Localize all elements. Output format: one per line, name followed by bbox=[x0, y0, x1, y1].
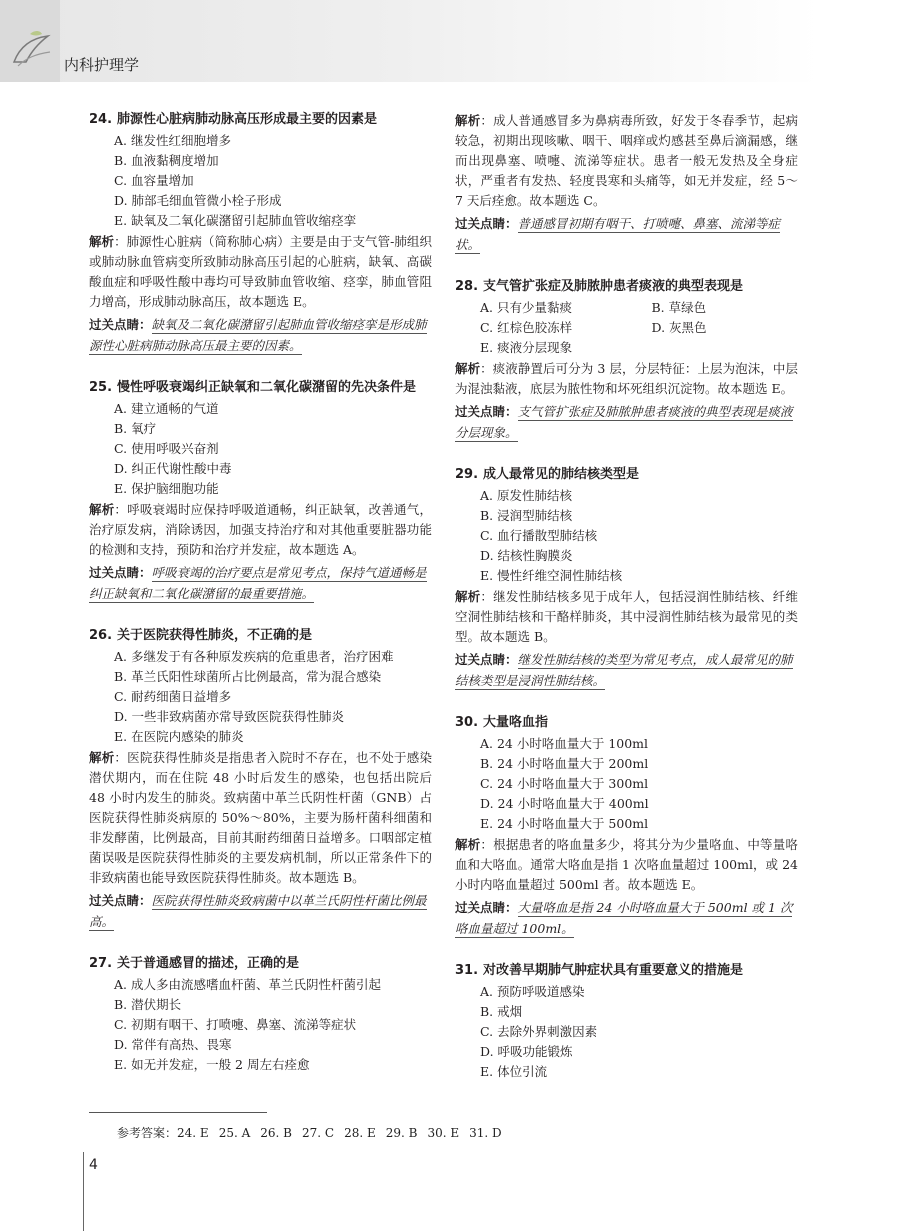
answer-key-label: 参考答案： bbox=[117, 1126, 178, 1140]
analysis-text: ：继发性肺结核多见于成年人，包括浸润性肺结核、纤维空洞性肺结核和干酪样肺炎，其中浸润性肺结核为最常见的类型。故本题选 B。 bbox=[455, 589, 798, 644]
answer-item: 31. D bbox=[469, 1126, 502, 1140]
analysis-label: 解析 bbox=[455, 361, 481, 376]
option-c: C. 24 小时咯血量大于 300ml bbox=[480, 776, 649, 791]
option-c: C. 耐药细菌日益增多 bbox=[114, 689, 232, 704]
option-a: A. 成人多由流感嗜血杆菌、革兰氏阴性杆菌引起 bbox=[114, 977, 381, 992]
option-b: B. 戒烟 bbox=[480, 1004, 523, 1019]
keypoint-text: 继发性肺结核的类型为常见考点，成人最常见的肺结核类型是浸润性肺结核。 bbox=[455, 652, 793, 688]
answer-item: 24. E bbox=[177, 1126, 209, 1140]
keypoint-label: 过关点睛 bbox=[455, 900, 506, 915]
option-b: B. 草绿色 bbox=[651, 300, 707, 315]
question-stem bbox=[455, 961, 798, 981]
question-number: 24. bbox=[89, 112, 113, 127]
option-row bbox=[455, 298, 798, 318]
option-e: E. 如无并发症，一般 2 周左右痊愈 bbox=[114, 1057, 310, 1072]
answer-item: 25. A bbox=[218, 1126, 251, 1140]
option-b: B. 24 小时咯血量大于 200ml bbox=[480, 756, 649, 771]
page-number: 4 bbox=[89, 1157, 98, 1173]
option-d: D. 纠正代谢性酸中毒 bbox=[114, 461, 232, 476]
answer-key bbox=[117, 1124, 512, 1141]
option-c: C. 血容量增加 bbox=[114, 173, 194, 188]
option-a: A. 继发性红细胞增多 bbox=[114, 133, 231, 148]
option-e: E. 慢性纤维空洞性肺结核 bbox=[480, 568, 623, 583]
analysis bbox=[455, 111, 798, 211]
option-d: D. 一些非致病菌亦常导致医院获得性肺炎 bbox=[114, 709, 345, 724]
analysis-text: ：肺源性心脏病（简称肺心病）主要是由于支气管-肺组织或肺动脉血管病变所致肺动脉高压引起的心脏病，缺氧、高碳酸血症和呼吸性酸中毒均可导致肺血管收缩、痉挛，肺血管阻力增高，形成肺动脉高压，故本题选 E。 bbox=[89, 234, 432, 309]
keypoint: 过关点睛：普通感冒初期有咽干、打喷嚏、鼻塞、流涕等症状。 bbox=[455, 216, 781, 252]
option-b: B. 氧疗 bbox=[114, 421, 157, 436]
question-number: 31. bbox=[455, 963, 479, 978]
header-logo-block bbox=[0, 0, 60, 82]
option-b: B. 潜伏期长 bbox=[114, 997, 182, 1012]
question-number: 27. bbox=[89, 956, 113, 971]
option-c: C. 初期有咽干、打喷嚏、鼻塞、流涕等症状 bbox=[114, 1017, 357, 1032]
option-c: C. 红棕色胶冻样 bbox=[480, 320, 573, 335]
right-column bbox=[455, 110, 798, 1104]
question-number: 29. bbox=[455, 467, 479, 482]
option-d: D. 常伴有高热、畏寒 bbox=[114, 1037, 232, 1052]
keypoint: 过关点睛：医院获得性肺炎致病菌中以革兰氏阴性杆菌比例最高。 bbox=[89, 893, 427, 929]
answer-item: 30. E bbox=[427, 1126, 460, 1140]
question-25 bbox=[89, 378, 432, 604]
analysis bbox=[89, 748, 432, 888]
question-text: 支气管扩张症及肺脓肿患者痰液的典型表现是 bbox=[483, 279, 744, 294]
question-number: 26. bbox=[89, 628, 113, 643]
analysis bbox=[89, 232, 432, 312]
question-number: 28. bbox=[455, 279, 479, 294]
option-c: C. 去除外界刺激因素 bbox=[480, 1024, 598, 1039]
logo-icon bbox=[10, 28, 54, 72]
keypoint: 过关点睛：呼吸衰竭的治疗要点是常见考点，保持气道通畅是纠正缺氧和二氧化碳潴留的最重要措施。 bbox=[89, 565, 427, 601]
question-text: 大量咯血指 bbox=[483, 715, 549, 730]
keypoint-text: 医院获得性肺炎致病菌中以革兰氏阴性杆菌比例最高。 bbox=[89, 893, 427, 929]
option-a: A. 预防呼吸道感染 bbox=[480, 984, 585, 999]
option-b: B. 血液黏稠度增加 bbox=[114, 153, 219, 168]
question-number: 30. bbox=[455, 715, 479, 730]
option-e: E. 缺氧及二氧化碳潴留引起肺血管收缩痉挛 bbox=[114, 213, 357, 228]
option-c: C. 使用呼吸兴奋剂 bbox=[114, 441, 219, 456]
keypoint-text: 呼吸衰竭的治疗要点是常见考点，保持气道通畅是纠正缺氧和二氧化碳潴留的最重要措施。 bbox=[89, 565, 427, 601]
answer-item: 29. B bbox=[385, 1126, 418, 1140]
keypoint-label: 过关点睛 bbox=[89, 565, 140, 580]
option-a: A. 24 小时咯血量大于 100ml bbox=[480, 736, 649, 751]
question-28 bbox=[455, 277, 798, 443]
option-d: D. 呼吸功能锻炼 bbox=[480, 1044, 573, 1059]
option-d: D. 结核性胸膜炎 bbox=[480, 548, 573, 563]
question-stem bbox=[89, 954, 432, 974]
question-31 bbox=[455, 961, 798, 1082]
keypoint-label: 过关点睛 bbox=[89, 317, 140, 332]
question-29 bbox=[455, 465, 798, 691]
analysis-label: 解析 bbox=[455, 837, 481, 852]
option-b: B. 浸润型肺结核 bbox=[480, 508, 573, 523]
option-a: A. 多继发于有各种原发疾病的危重患者，治疗困难 bbox=[114, 649, 394, 664]
question-stem bbox=[455, 713, 798, 733]
question-stem bbox=[89, 626, 432, 646]
analysis bbox=[455, 587, 798, 647]
analysis bbox=[455, 359, 798, 399]
analysis-label: 解析 bbox=[89, 234, 115, 249]
question-text: 慢性呼吸衰竭纠正缺氧和二氧化碳潴留的先决条件是 bbox=[117, 380, 417, 395]
left-column bbox=[89, 110, 432, 1097]
option-e: E. 24 小时咯血量大于 500ml bbox=[480, 816, 649, 831]
question-text: 对改善早期肺气肿症状具有重要意义的措施是 bbox=[483, 963, 744, 978]
analysis-text: ：医院获得性肺炎是指患者入院时不存在，也不处于感染潜伏期内，而在住院 48 小时后发生的感染，也包括出院后 48 小时内发生的肺炎。致病菌中革兰氏阴性杆菌（GNB）占医院获得性肺炎病原的 50%～80%，主要为肠杆菌科细菌和非发酵菌，比例最高，目前其耐药细菌日益增多。口咽部定植菌误吸是医院获得性肺炎的主要发病机制，所以正常条件下的非致病菌也能导致医院获得性肺炎。故本题选 B。 bbox=[89, 750, 432, 885]
keypoint: 过关点睛：缺氧及二氧化碳潴留引起肺血管收缩痉挛是形成肺源性心脏病肺动脉高压最主要的因素。 bbox=[89, 317, 427, 353]
option-row bbox=[455, 318, 798, 338]
question-stem bbox=[455, 277, 798, 297]
keypoint-label: 过关点睛 bbox=[455, 404, 506, 419]
option-a: A. 原发性肺结核 bbox=[480, 488, 572, 503]
option-e: E. 保护脑细胞功能 bbox=[114, 481, 219, 496]
answer-item: 27. C bbox=[301, 1126, 335, 1140]
keypoint-text: 支气管扩张症及肺脓肿患者痰液的典型表现是痰液分层现象。 bbox=[455, 404, 793, 440]
keypoint: 过关点睛：继发性肺结核的类型为常见考点，成人最常见的肺结核类型是浸润性肺结核。 bbox=[455, 652, 793, 688]
analysis-label: 解析 bbox=[89, 502, 115, 517]
analysis bbox=[89, 500, 432, 560]
question-text: 关于医院获得性肺炎，不正确的是 bbox=[117, 628, 313, 643]
question-text: 关于普通感冒的描述，正确的是 bbox=[117, 956, 300, 971]
keypoint-text: 大量咯血是指 24 小时咯血量大于 500ml 或 1 次咯血量超过 100ml。 bbox=[455, 900, 793, 936]
footnote-divider bbox=[89, 1112, 267, 1113]
question-number: 25. bbox=[89, 380, 113, 395]
analysis-text: ：根据患者的咯血量多少，将其分为少量咯血、中等量咯血和大咯血。通常大咯血是指 1 次咯血量超过 100ml，或 24 小时内咯血量超过 500ml 者。故本题选 E。 bbox=[455, 837, 798, 892]
keypoint: 过关点睛：支气管扩张症及肺脓肿患者痰液的典型表现是痰液分层现象。 bbox=[455, 404, 793, 440]
analysis-text: ：痰液静置后可分为 3 层，分层特征：上层为泡沫，中层为混浊黏液，底层为脓性物和坏死组织沉淀物。故本题选 E。 bbox=[455, 361, 798, 396]
keypoint-label: 过关点睛 bbox=[455, 216, 506, 231]
keypoint-text: 普通感冒初期有咽干、打喷嚏、鼻塞、流涕等症状。 bbox=[455, 216, 781, 252]
question-27 bbox=[89, 954, 432, 1075]
option-d: D. 肺部毛细血管微小栓子形成 bbox=[114, 193, 282, 208]
analysis-text: ：呼吸衰竭时应保持呼吸道通畅，纠正缺氧，改善通气，治疗原发病，消除诱因，加强支持治疗和对其他重要脏器功能的检测和支持，预防和治疗并发症，故本题选 A。 bbox=[89, 502, 432, 557]
book-title: 内科护理学 bbox=[64, 56, 140, 74]
analysis bbox=[455, 835, 798, 895]
keypoint-label: 过关点睛 bbox=[89, 893, 140, 908]
question-26 bbox=[89, 626, 432, 932]
option-e: E. 体位引流 bbox=[480, 1064, 548, 1079]
question-text: 成人最常见的肺结核类型是 bbox=[483, 467, 640, 482]
question-stem bbox=[89, 378, 432, 398]
option-b: B. 革兰氏阳性球菌所占比例最高，常为混合感染 bbox=[114, 669, 382, 684]
option-a: A. 只有少量黏痰 bbox=[480, 300, 572, 315]
keypoint-label: 过关点睛 bbox=[455, 652, 506, 667]
answer-item: 26. B bbox=[260, 1126, 292, 1140]
question-27-continued bbox=[455, 111, 798, 255]
question-stem bbox=[455, 465, 798, 485]
analysis-label: 解析 bbox=[455, 113, 481, 128]
question-stem bbox=[89, 110, 432, 130]
option-d: D. 24 小时咯血量大于 400ml bbox=[480, 796, 649, 811]
option-c: C. 血行播散型肺结核 bbox=[480, 528, 598, 543]
keypoint: 过关点睛：大量咯血是指 24 小时咯血量大于 500ml 或 1 次咯血量超过 100ml。 bbox=[455, 900, 793, 936]
question-text: 肺源性心脏病肺动脉高压形成最主要的因素是 bbox=[117, 112, 378, 127]
analysis-label: 解析 bbox=[455, 589, 481, 604]
option-e: E. 痰液分层现象 bbox=[480, 340, 573, 355]
page-number-rule bbox=[83, 1152, 84, 1231]
option-a: A. 建立通畅的气道 bbox=[114, 401, 219, 416]
analysis-label: 解析 bbox=[89, 750, 115, 765]
answer-item: 28. E bbox=[344, 1126, 376, 1140]
option-d: D. 灰黑色 bbox=[651, 320, 707, 335]
question-24 bbox=[89, 110, 432, 356]
keypoint-text: 缺氧及二氧化碳潴留引起肺血管收缩痉挛是形成肺源性心脏病肺动脉高压最主要的因素。 bbox=[89, 317, 427, 353]
analysis-text: ：成人普通感冒多为鼻病毒所致，好发于冬春季节，起病较急，初期出现咳嗽、咽干、咽痒或灼感甚至鼻后滴漏感，继而出现鼻塞、喷嚏、流涕等症状。患者一般无发热及全身症状，严重者有发热、轻度畏寒和头痛等，如无并发症，经 5～7 天后痊愈。故本题选 C。 bbox=[455, 113, 798, 208]
option-e: E. 在医院内感染的肺炎 bbox=[114, 729, 244, 744]
question-30 bbox=[455, 713, 798, 939]
